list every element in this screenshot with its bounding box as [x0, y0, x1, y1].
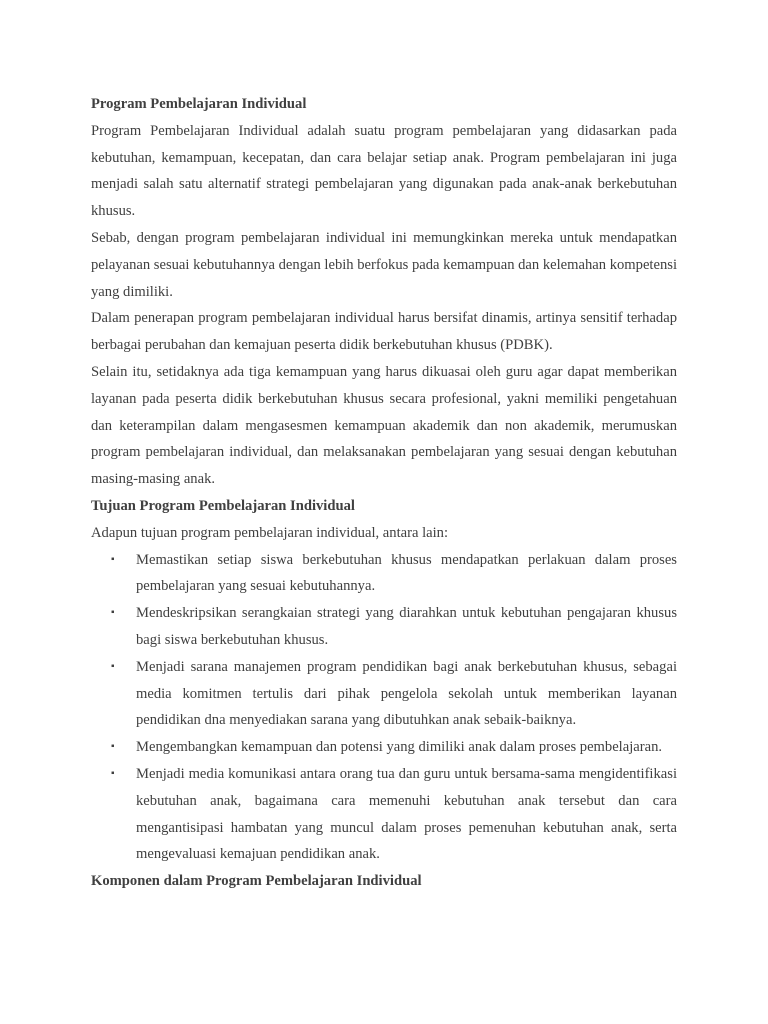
- list-item-text: Menjadi media komunikasi antara orang tua dan guru untuk bersama-sama mengidentifikasi kebutuhan anak, bagaimana cara memenuhi kebutuhan anak tersebut dan cara mengantisipasi hambatan yang muncul dalam proses pemenuhan kebutuhan anak, serta mengevaluasi kemajuan pendidikan anak.: [136, 765, 677, 863]
- list-item: [91, 734, 677, 761]
- square-bullet-icon: ▪: [111, 553, 115, 565]
- list-item: [91, 600, 677, 654]
- section-heading-program: Program Pembelajaran Individual: [91, 96, 307, 112]
- paragraph-teacher-skills: Selain itu, setidaknya ada tiga kemampuan yang harus dikuasai oleh guru agar dapat memberikan layanan pada peserta didik berkebutuhan khusus secara profesional, yakni memiliki pengetahuan dan keterampilan dalam mengasesmen kemampuan akademik dan non akademik, merumuskan program pembelajaran individual, dan melaksanakan pembelajaran yang sesuai dengan kebutuhan masing-masing anak.: [91, 363, 677, 488]
- list-item: [91, 761, 677, 868]
- square-bullet-icon: ▪: [111, 660, 115, 672]
- list-item-text: Menjadi sarana manajemen program pendidikan bagi anak berkebutuhan khusus, sebagai media komitmen tertulis dari pihak pengelola sekolah untuk memberikan layanan pendidikan dna menyediakan sarana yang dibutuhkan anak sebaik-baiknya.: [136, 658, 677, 729]
- section-heading-komponen: Komponen dalam Program Pembelajaran Individual: [91, 873, 422, 890]
- list-item-text: Mendeskripsikan serangkaian strategi yang diarahkan untuk kebutuhan pengajaran khusus bagi siswa berkebutuhan khusus.: [136, 605, 677, 648]
- paragraph-dynamic: Dalam penerapan program pembelajaran individual harus bersifat dinamis, artinya sensitif terhadap berbagai perubahan dan kemajuan peserta didik berkebutuhan khusus (PDBK).: [91, 310, 677, 354]
- paragraph-reason: Sebab, dengan program pembelajaran individual ini memungkinkan mereka untuk mendapatkan pelayanan sesuai kebutuhannya dengan lebih berfokus pada kemampuan dan kelemahan kompetensi yang dimiliki.: [91, 229, 677, 300]
- document-page: [91, 91, 677, 895]
- paragraph-tujuan-intro: Adapun tujuan program pembelajaran individual, antara lain:: [91, 524, 449, 541]
- list-item-text: Memastikan setiap siswa berkebutuhan khusus mendapatkan perlakuan dalam proses pembelajaran yang sesuai kebutuhannya.: [136, 551, 677, 595]
- list-item-text: Mengembangkan kemampuan dan potensi yang dimiliki anak dalam proses pembelajaran.: [136, 739, 663, 756]
- section-heading-tujuan: Tujuan Program Pembelajaran Individual: [91, 497, 355, 514]
- tujuan-list: [91, 547, 677, 869]
- square-bullet-icon: ▪: [111, 741, 115, 753]
- list-item: [91, 654, 677, 734]
- square-bullet-icon: ▪: [111, 767, 115, 779]
- list-item: [91, 547, 677, 601]
- paragraph-definition: Program Pembelajaran Individual adalah suatu program pembelajaran yang didasarkan pada kebutuhan, kemampuan, kecepatan, dan cara belajar setiap anak. Program pembelajaran ini juga menjadi salah satu alternatif strategi pembelajaran yang digunakan pada anak-anak berkebutuhan khusus.: [91, 122, 677, 220]
- square-bullet-icon: ▪: [111, 607, 115, 619]
